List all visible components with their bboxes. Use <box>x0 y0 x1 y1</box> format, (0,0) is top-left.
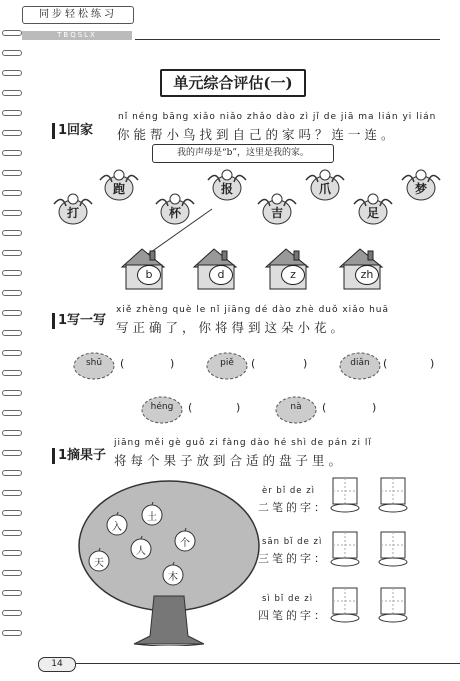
paren-close: ) <box>303 357 308 370</box>
bird-card[interactable] <box>352 190 394 230</box>
flower-pinyin: héng <box>150 402 174 412</box>
apple[interactable] <box>86 548 112 572</box>
bird-char: 梦 <box>414 182 427 196</box>
house-letter: d <box>209 265 233 285</box>
hint-bubble: 我的声母是“b”，这里是我的家。 <box>152 144 334 163</box>
unit-title: 单元综合评估(一) <box>160 69 306 97</box>
house-card[interactable] <box>190 243 240 293</box>
section2-instruction: 写正确了，你将得到这朵小花。 <box>116 320 348 335</box>
category-pinyin: sān bǐ de zì <box>262 537 323 547</box>
bird-char: 报 <box>220 182 233 196</box>
house-letter: zh <box>355 265 379 285</box>
apple[interactable] <box>128 536 154 560</box>
house-letter: z <box>281 265 305 285</box>
flower-pie <box>205 350 249 382</box>
flower-pinyin: shū <box>85 358 103 368</box>
bird-char: 足 <box>366 206 379 220</box>
house-card[interactable] <box>262 243 312 293</box>
answer-blank[interactable] <box>328 400 370 416</box>
category-pinyin: sì bǐ de zì <box>262 594 314 604</box>
paren-open: ( <box>188 401 193 414</box>
plate-icon <box>330 530 360 568</box>
flower-heng <box>140 394 184 426</box>
flower-dian <box>338 350 382 382</box>
answer-blank[interactable] <box>389 356 429 372</box>
house-card[interactable] <box>118 243 168 293</box>
header-subtitle: TBQSLX <box>22 31 132 40</box>
bird-card[interactable] <box>304 166 346 206</box>
plate[interactable] <box>330 476 360 514</box>
section1-label: 1回家 <box>52 123 93 139</box>
apple[interactable] <box>172 528 198 552</box>
binder-rings <box>2 30 22 650</box>
section1-pinyin: nǐ néng bāng xiǎo niǎo zhǎo dào zì jǐ de jiā ma lián yi lián <box>118 112 437 122</box>
answer-blank[interactable] <box>257 356 301 372</box>
paren-close: ) <box>170 357 175 370</box>
paren-open: ( <box>251 357 256 370</box>
apple[interactable] <box>104 512 130 536</box>
plate-icon <box>330 476 360 514</box>
footer-rule <box>76 663 460 664</box>
house-card[interactable] <box>336 243 386 293</box>
apple-char: 天 <box>94 558 104 569</box>
section2-label: 1写一写 <box>52 313 106 329</box>
section3-pinyin: jiāng měi gè guǒ zi fàng dào hé shì de pán zi lǐ <box>114 438 372 448</box>
paren-close: ) <box>236 401 241 414</box>
plate[interactable] <box>330 586 360 624</box>
plate[interactable] <box>330 530 360 568</box>
plate[interactable] <box>378 530 408 568</box>
apple[interactable] <box>139 502 165 526</box>
bird-card[interactable] <box>400 166 442 206</box>
category-label: 三笔的字： <box>258 552 328 565</box>
bird-card[interactable] <box>98 166 140 206</box>
bird-char: 杯 <box>168 206 181 220</box>
plate-icon <box>330 586 360 624</box>
apple-char: 土 <box>147 512 157 523</box>
apple-char: 人 <box>136 546 146 557</box>
house-letter: b <box>137 265 161 285</box>
flower-pinyin: nà <box>290 402 302 412</box>
apple-char: 木 <box>168 572 178 583</box>
bird-card[interactable] <box>256 190 298 230</box>
category-label: 四笔的字： <box>258 609 328 622</box>
header-title: 同步轻松练习 <box>22 6 134 24</box>
bird-char: 吉 <box>270 206 283 220</box>
paren-open: ( <box>383 357 388 370</box>
paren-close: ) <box>372 401 377 414</box>
category-pinyin: èr bǐ de zì <box>262 486 316 496</box>
apple-char: 入 <box>112 522 122 533</box>
page-number: 14 <box>38 657 76 672</box>
flower-na <box>274 394 318 426</box>
paren-open: ( <box>322 401 327 414</box>
section2-pinyin: xiě zhèng què le nǐ jiāng dé dào zhè duǒ xiǎo huā <box>116 305 389 315</box>
apple-char: 个 <box>180 538 190 549</box>
header-rule <box>135 39 440 40</box>
paren-close: ) <box>430 357 435 370</box>
bird-char: 打 <box>66 206 79 220</box>
bird-char: 跑 <box>112 182 125 196</box>
plate-icon <box>378 476 408 514</box>
answer-blank[interactable] <box>126 356 168 372</box>
category-label: 二笔的字： <box>258 501 328 514</box>
answer-blank[interactable] <box>194 400 234 416</box>
bird-char: 爪 <box>318 182 331 196</box>
flower-pinyin: diǎn <box>350 358 370 368</box>
apple[interactable] <box>160 562 186 586</box>
flower-shu <box>72 350 116 382</box>
bird-card[interactable] <box>52 190 94 230</box>
plate-icon <box>378 530 408 568</box>
section3-instruction: 将每个果子放到合适的盘子里。 <box>114 453 346 468</box>
plate-icon <box>378 586 408 624</box>
paren-open: ( <box>120 357 125 370</box>
section3-label: 1摘果子 <box>52 448 106 464</box>
flower-pinyin: piě <box>220 358 234 368</box>
plate[interactable] <box>378 586 408 624</box>
plate[interactable] <box>378 476 408 514</box>
section1-instruction: 你能帮小鸟找到自己的家吗？连一连。 <box>117 127 398 142</box>
bird-card[interactable] <box>206 166 248 206</box>
